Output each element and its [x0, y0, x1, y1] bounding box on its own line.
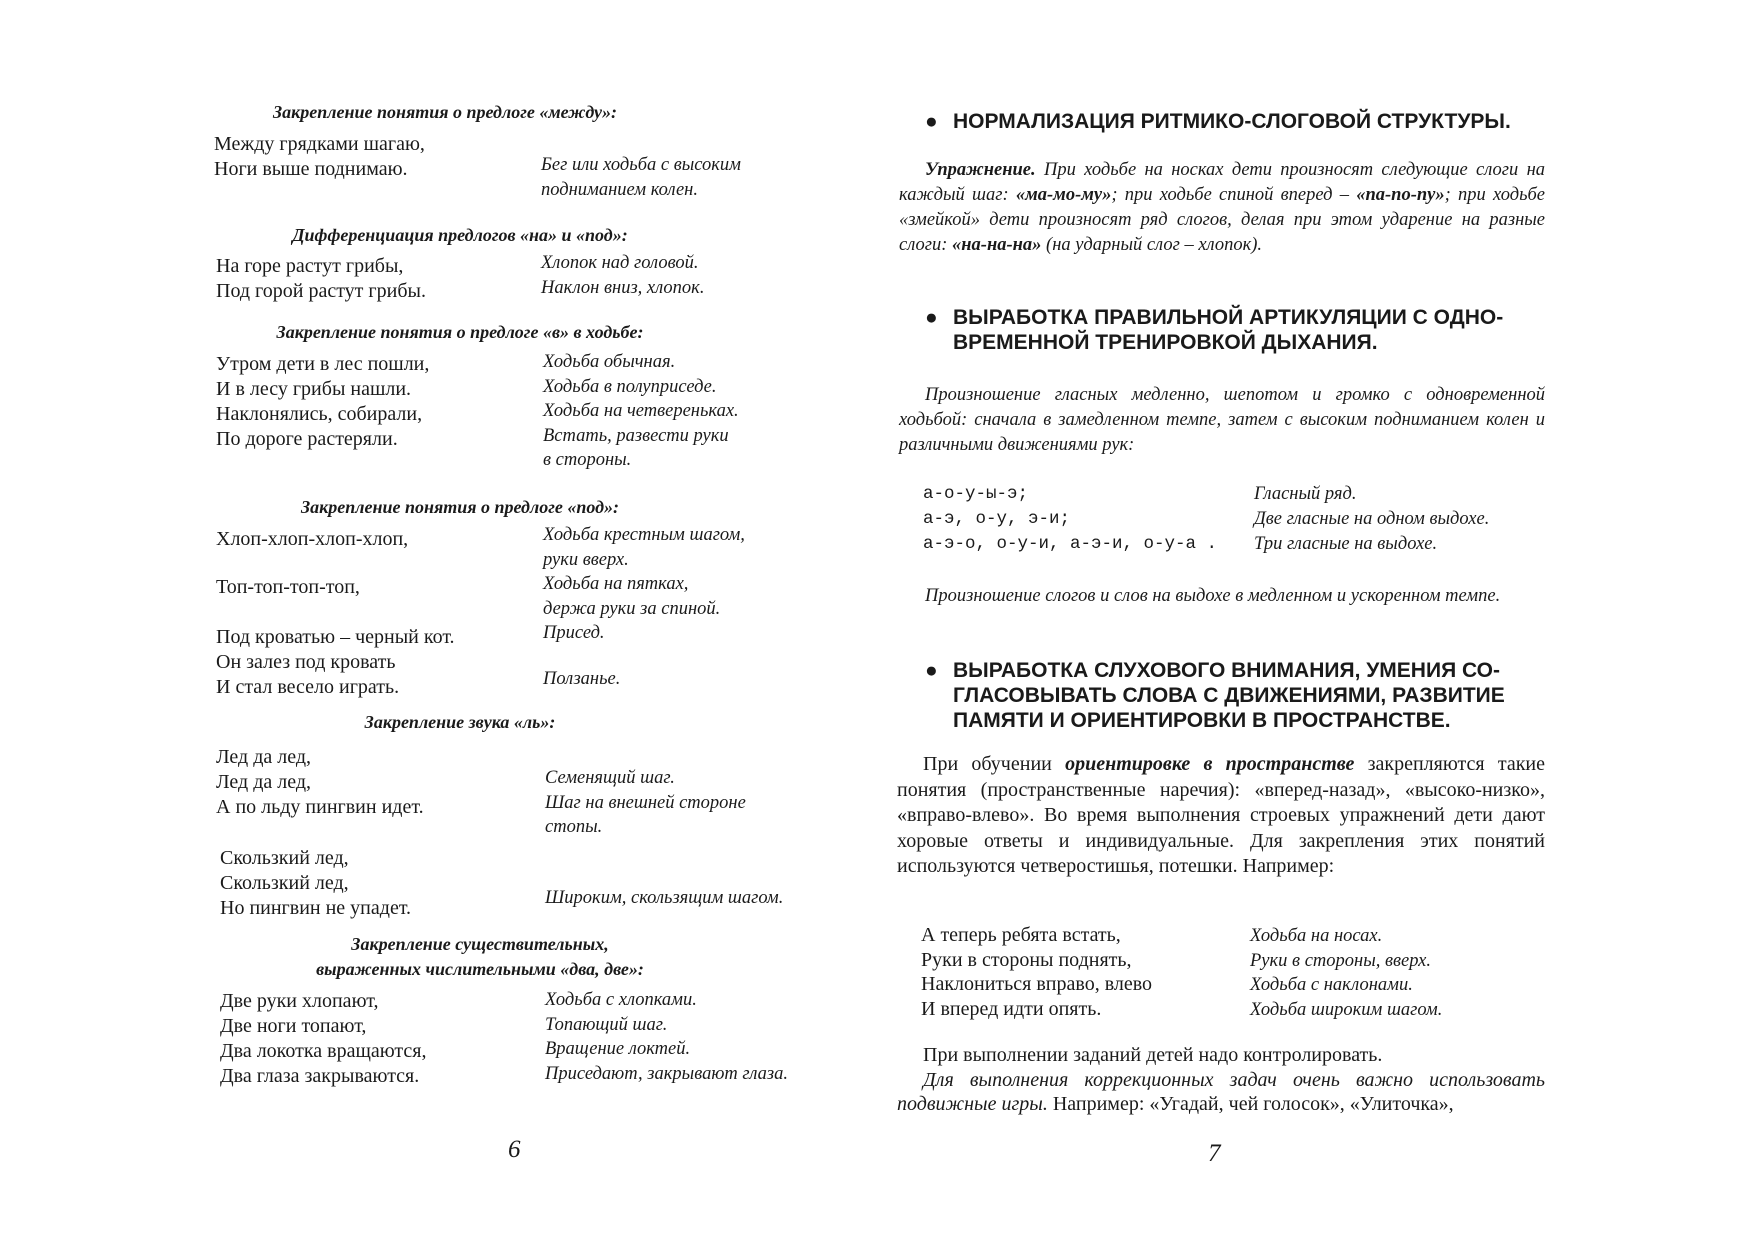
- verse-line: Лед да лед,: [216, 746, 312, 768]
- right-page: [877, 0, 1754, 1241]
- page-number: 7: [1208, 1140, 1221, 1167]
- verse-line: Две ноги топают,: [220, 1015, 367, 1037]
- comment-line: Ходьба с хлопками.: [545, 990, 697, 1010]
- verse-line: Он залез под кровать: [216, 651, 396, 673]
- outro-paragraph: Произношение слогов и слов на выдохе в медленном и ускоренном темпе.: [925, 586, 1501, 606]
- section-title-line: ГЛАСОВЫВАТЬ СЛОВА С ДВИЖЕНИЯМИ, РАЗВИТИЕ: [953, 684, 1505, 707]
- comment-line: Наклон вниз, хлопок.: [541, 277, 705, 298]
- section-title: [925, 109, 1511, 134]
- comment-line: держа руки за спиной.: [543, 598, 721, 619]
- games-paragraph: [897, 1068, 1545, 1116]
- comment-block: [1250, 924, 1442, 1022]
- comment-block: [541, 153, 741, 202]
- comment-line: стопы.: [545, 817, 603, 837]
- verse-block: [220, 989, 426, 1089]
- syllables: «на-на-на»: [952, 235, 1042, 255]
- verse-block: [921, 923, 1152, 1021]
- section-title-line: ВРЕМЕННОЙ ТРЕНИРОВКОЙ ДЫХАНИЯ.: [953, 331, 1378, 354]
- vowel-line: а-э, о-у, э-и;: [923, 509, 1071, 529]
- section-heading-na-pod: Дифференциация предлогов «на» и «под»:: [292, 225, 628, 245]
- verse-line: Скользкий лед,: [220, 872, 349, 894]
- syllables: «ма-мо-му»: [1015, 185, 1112, 205]
- bullet-icon: ●: [925, 306, 938, 329]
- heading-line: выраженных числительными «два, две»:: [316, 959, 644, 979]
- verse-block: [220, 846, 411, 921]
- verse-line: Между грядками шагаю,: [214, 133, 425, 155]
- verse-line: Ноги выше поднимаю.: [214, 158, 408, 180]
- verse-line: Но пингвин не упадет.: [220, 897, 412, 919]
- vowel-line: а-э-о, о-у-и, а-э-и, о-у-а .: [923, 534, 1218, 554]
- verse-block: [216, 254, 426, 304]
- comment-line: Топающий шаг.: [545, 1014, 668, 1035]
- comment-line: Ходьба с наклонами.: [1250, 975, 1413, 995]
- comment-line: Шаг на внешней стороне: [545, 792, 746, 813]
- comment-line: Ходьба крестным шагом,: [543, 525, 745, 545]
- comment-line: Бег или ходьба с высоким: [541, 155, 741, 175]
- comment-line: Ходьба на пятках,: [543, 574, 689, 594]
- text-run: Например: «Угадай, чей голосок», «Улиточка»,: [1052, 1093, 1454, 1115]
- comment-block: [543, 350, 739, 473]
- comment-line: Руки в стороны, вверх.: [1250, 950, 1431, 971]
- comment-line: Широким, скользящим шагом.: [545, 888, 784, 908]
- vowel-notes: [1254, 482, 1489, 557]
- section-title-line: ВЫРАБОТКА СЛУХОВОГО ВНИМАНИЯ, УМЕНИЯ СО-: [953, 659, 1500, 682]
- heading-line: Закрепление существительных,: [351, 934, 609, 954]
- verse-line: И стал весело играть.: [216, 676, 400, 698]
- verse-line: Две руки хлопают,: [220, 990, 379, 1012]
- section-title: [925, 658, 1505, 733]
- verse-line: Два глаза закрываются.: [220, 1065, 420, 1087]
- body-paragraph: [897, 752, 1545, 880]
- emphasis: ориентировке в пространстве: [1065, 753, 1355, 775]
- bullet-icon: ●: [925, 659, 938, 682]
- vowel-note: Гласный ряд.: [1254, 484, 1357, 504]
- verse-block: [214, 132, 425, 182]
- section-heading-l: Закрепление звука «ль»:: [364, 712, 556, 732]
- section-heading-mezhdu: Закрепление понятия о предлоге «между»:: [272, 102, 618, 122]
- verse-line: Хлоп-хлоп-хлоп-хлоп,: [216, 528, 409, 550]
- section-heading-dva-dve: [200, 932, 760, 982]
- verse-block: [216, 625, 455, 700]
- text-run: Для выполнения коррекционных задач очень важно использовать подвижные игры.: [897, 1069, 1545, 1115]
- comment-block: [545, 988, 788, 1086]
- verse-line: Утром дети в лес пошли,: [216, 353, 430, 375]
- verse-block: [216, 745, 424, 820]
- verse-line: Два локотка вращаются,: [220, 1040, 427, 1062]
- verse-line: На горе растут грибы,: [216, 255, 404, 277]
- vowel-note: Три гласные на выдохе.: [1254, 534, 1438, 554]
- verse-line: Топ-топ-топ-топ,: [216, 576, 360, 598]
- comment-line: Семенящий шаг.: [545, 768, 675, 788]
- verse-line: Скользкий лед,: [220, 847, 349, 869]
- comment-line: Ходьба обычная.: [543, 352, 676, 372]
- comment-line: подниманием колен.: [541, 179, 698, 200]
- comment-block: [545, 766, 746, 840]
- control-line: При выполнении заданий детей надо контролировать.: [923, 1044, 1383, 1066]
- comment-line: Ходьба на носах.: [1250, 926, 1383, 946]
- text-run: ; при ходьбе «змейкой» дети произносят ряд слогов, делая при этом ударение на разные слоги:: [899, 185, 1546, 255]
- verse-line: Наклонялись, собирали,: [216, 403, 423, 425]
- verse-line: И в лесу грибы нашли.: [216, 378, 412, 400]
- verse-line: А теперь ребята встать,: [921, 924, 1121, 946]
- comment-line: Хлопок над головой.: [541, 253, 699, 273]
- comment-block: [543, 523, 745, 646]
- verse-line: А по льду пингвин идет.: [216, 796, 424, 818]
- verse-line: Под горой растут грибы.: [216, 280, 426, 302]
- verse-line: Руки в стороны поднять,: [921, 948, 1132, 971]
- text-run: ; при ходьбе спиной вперед –: [1111, 185, 1349, 205]
- vowel-block: [923, 482, 1217, 557]
- text-run: При ходьбе на носках дети произносят следующие слоги на каждый шаг:: [899, 160, 1545, 205]
- page-number: 6: [508, 1136, 521, 1163]
- section-title-line: ВЫРАБОТКА ПРАВИЛЬНОЙ АРТИКУЛЯЦИИ С ОДНО-: [953, 306, 1504, 329]
- verse-line: Под кроватью – черный кот.: [216, 626, 455, 648]
- verse-line: По дороге растеряли.: [216, 428, 398, 450]
- comment-line: руки вверх.: [543, 549, 629, 570]
- comment-line: Приседают, закрывают глаза.: [545, 1063, 788, 1084]
- text-run: закрепляются такие понятия (пространственные наречия): «вперед-назад», «высоко-низко», «вправо-влево». Во время выполнения строевых упражнений дети дают хоровые ответы и индивидуальные. Для закрепления этих понятий используются четверостишья, потешки. Например:: [897, 753, 1545, 877]
- comment-line: Встать, развести руки: [543, 425, 729, 446]
- comment-line: Ходьба на четвереньках.: [543, 401, 739, 421]
- section-heading-v: Закрепление понятия о предлоге «в» в ходьбе:: [276, 322, 644, 342]
- section-title: [925, 305, 1504, 355]
- exercise-label: Упражнение.: [925, 160, 1036, 180]
- text-run: (на ударный слог – хлопок).: [1046, 235, 1263, 255]
- verse-block: [216, 352, 429, 452]
- verse-line: Наклониться вправо, влево: [921, 973, 1153, 995]
- intro-paragraph: Произношение гласных медленно, шепотом и громко с одновременной ходьбой: сначала в замедленном темпе, затем с высоким подниманием колен и различными движениями рук:: [899, 385, 1545, 455]
- comment-line: Вращение локтей.: [545, 1039, 691, 1059]
- exercise-paragraph: [899, 158, 1545, 258]
- comment-line: Ползанье.: [543, 669, 621, 689]
- section-heading-pod: Закрепление понятия о предлоге «под»:: [300, 497, 620, 517]
- comment-block: [541, 251, 704, 300]
- section-title-line: ПАМЯТИ И ОРИЕНТИРОВКИ В ПРОСТРАНСТВЕ.: [953, 709, 1451, 732]
- comment-line: Ходьба широким шагом.: [1250, 999, 1443, 1020]
- comment-line: Присед.: [543, 623, 605, 643]
- syllables: «па-по-пу»: [1356, 185, 1445, 205]
- vowel-note: Две гласные на одном выдохе.: [1254, 509, 1490, 529]
- verse-line: И вперед идти опять.: [921, 997, 1102, 1020]
- section-title-text: НОРМАЛИЗАЦИЯ РИТМИКО-СЛОГОВОЙ СТРУКТУРЫ.: [953, 110, 1511, 133]
- text-run: При обучении: [923, 753, 1052, 775]
- vowel-line: а-о-у-ы-э;: [923, 484, 1029, 504]
- bullet-icon: ●: [925, 110, 938, 133]
- comment-line: Ходьба в полуприседе.: [543, 376, 717, 397]
- comment-line: в стороны.: [543, 450, 632, 470]
- verse-line: Лед да лед,: [216, 771, 312, 793]
